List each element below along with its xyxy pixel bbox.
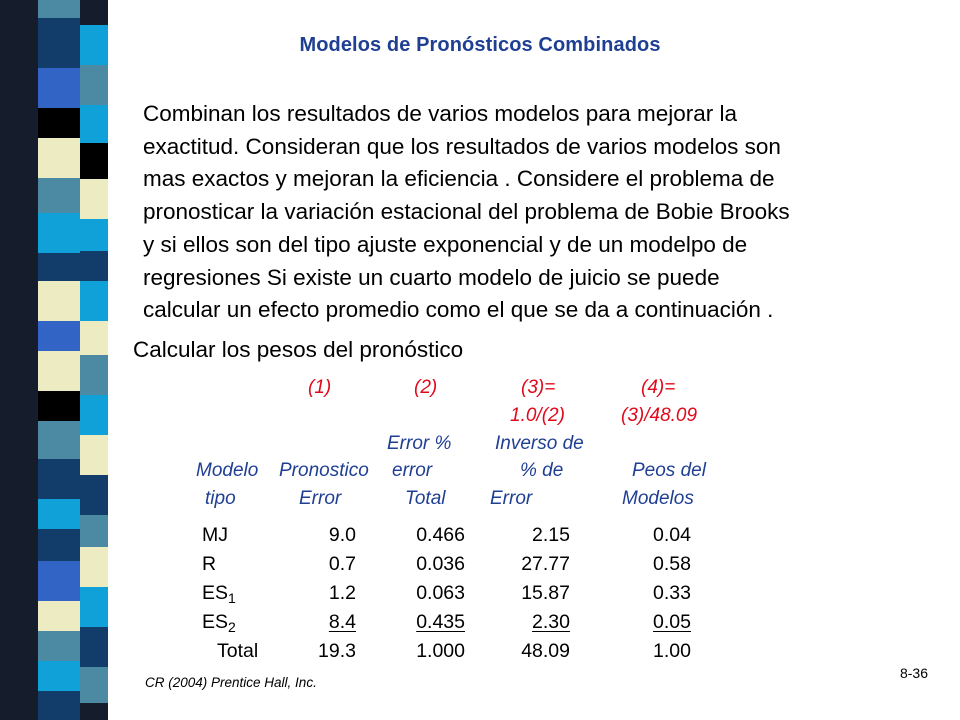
row-error-total: 0.036	[416, 553, 465, 575]
intro-line: exactitud. Consideran que los resultados de varios modelos son	[143, 133, 781, 159]
slide-number: 8-36	[899, 665, 928, 681]
decorative-stripe	[80, 321, 108, 355]
decorative-stripe-bar	[0, 0, 108, 720]
intro-line: y si ellos son del tipo ajuste exponencial y de un modelpo de	[143, 231, 748, 257]
row-weight: 0.05	[653, 611, 691, 633]
decorative-stripe	[38, 108, 80, 138]
header-inverso-de: Inverso de	[495, 433, 584, 454]
row-error-total: 0.063	[416, 582, 465, 604]
copyright-footer: CR (2004) Prentice Hall, Inc.	[145, 675, 317, 690]
col-number-2: (2)	[414, 377, 438, 398]
decorative-stripe	[38, 601, 80, 631]
total-error: 19.3	[318, 640, 356, 662]
row-error: 9.0	[328, 524, 356, 546]
header-pct-de: % de	[520, 460, 564, 481]
total-inverse: 48.09	[521, 640, 570, 662]
row-weight: 0.58	[653, 553, 691, 575]
decorative-stripe	[38, 661, 80, 691]
decorative-stripe	[80, 627, 108, 667]
header-pronostico: Pronostico	[279, 460, 369, 481]
row-weight: 0.33	[653, 582, 691, 604]
row-inverse: 15.87	[521, 582, 570, 604]
decorative-stripe	[80, 251, 108, 281]
decorative-stripe	[38, 351, 80, 391]
table-subtitle: Calcular los pesos del pronóstico	[133, 337, 464, 362]
formula-inverse: 1.0/(2)	[510, 405, 565, 426]
decorative-stripe	[38, 499, 80, 529]
header-error-2: Error	[490, 488, 533, 509]
decorative-stripe	[80, 0, 108, 25]
header-error-pct: Error %	[387, 433, 452, 454]
col-number-3: (3)=	[521, 377, 556, 398]
formula-weight: (3)/48.09	[621, 405, 698, 426]
intro-line: regresiones Si existe un cuarto modelo de juicio se puede	[143, 264, 720, 290]
stripe-dark-edge	[0, 0, 38, 720]
decorative-stripe	[38, 421, 80, 459]
decorative-stripe	[80, 547, 108, 587]
decorative-stripe	[38, 253, 80, 281]
decorative-stripe	[38, 529, 80, 561]
decorative-stripe	[38, 691, 80, 720]
header-peos-del: Peos del	[632, 460, 706, 481]
decorative-stripe	[80, 105, 108, 143]
intro-paragraph	[143, 98, 933, 327]
decorative-stripe	[80, 143, 108, 179]
decorative-stripe	[80, 355, 108, 395]
decorative-stripe	[80, 587, 108, 627]
row-model: R	[202, 553, 217, 575]
row-inverse: 27.77	[521, 553, 570, 575]
col-number-1: (1)	[308, 377, 332, 398]
row-model: MJ	[202, 524, 228, 546]
header-error-lower: error	[392, 460, 433, 481]
intro-line: pronosticar la variación estacional del problema de Bobie Brooks	[143, 199, 790, 225]
total-label: Total	[217, 640, 259, 662]
row-inverse: 2.15	[532, 524, 570, 546]
header-total: Total	[405, 488, 446, 509]
header-modelo: Modelo	[196, 460, 259, 481]
header-error: Error	[299, 488, 342, 509]
decorative-stripe	[80, 703, 108, 720]
intro-line: mas exactos y mejoran la eficiencia . Considere el problema de	[143, 166, 775, 192]
decorative-stripe	[38, 281, 80, 321]
decorative-stripe	[80, 667, 108, 703]
row-model: $ES_1$	[202, 582, 236, 606]
total-error-total: 1.000	[416, 640, 465, 662]
header-modelos: Modelos	[622, 488, 694, 509]
decorative-stripe	[38, 321, 80, 351]
decorative-stripe	[80, 395, 108, 435]
header-tipo: tipo	[205, 488, 236, 509]
decorative-stripe	[80, 179, 108, 219]
decorative-stripe	[38, 68, 80, 108]
col-number-4: (4)=	[641, 377, 676, 398]
row-error-total: 0.466	[416, 524, 465, 546]
row-model: $ES_2$	[202, 611, 236, 635]
row-error: 1.2	[328, 582, 356, 604]
decorative-stripe	[80, 281, 108, 321]
row-error: 8.4	[328, 611, 356, 633]
row-weight: 0.04	[653, 524, 691, 546]
row-inverse: 2.30	[532, 611, 570, 633]
decorative-stripe	[38, 0, 80, 18]
decorative-stripe	[80, 219, 108, 251]
decorative-stripe	[80, 475, 108, 515]
decorative-stripe	[80, 515, 108, 547]
decorative-stripe	[38, 391, 80, 421]
decorative-stripe	[38, 561, 80, 601]
slide-title: Modelos de Pronósticos Combinados	[299, 34, 661, 56]
decorative-stripe	[38, 459, 80, 499]
total-weight: 1.00	[653, 640, 691, 662]
decorative-stripe	[38, 138, 80, 178]
row-error: 0.7	[328, 553, 356, 575]
decorative-stripe	[38, 631, 80, 661]
row-error-total: 0.435	[416, 611, 465, 633]
intro-line: calcular un efecto promedio como el que se da a continuación .	[143, 297, 774, 323]
decorative-stripe	[80, 65, 108, 105]
intro-line: Combinan los resultados de varios modelos para mejorar la	[143, 101, 738, 126]
decorative-stripe	[80, 435, 108, 475]
decorative-stripe	[38, 178, 80, 213]
decorative-stripe	[38, 213, 80, 253]
